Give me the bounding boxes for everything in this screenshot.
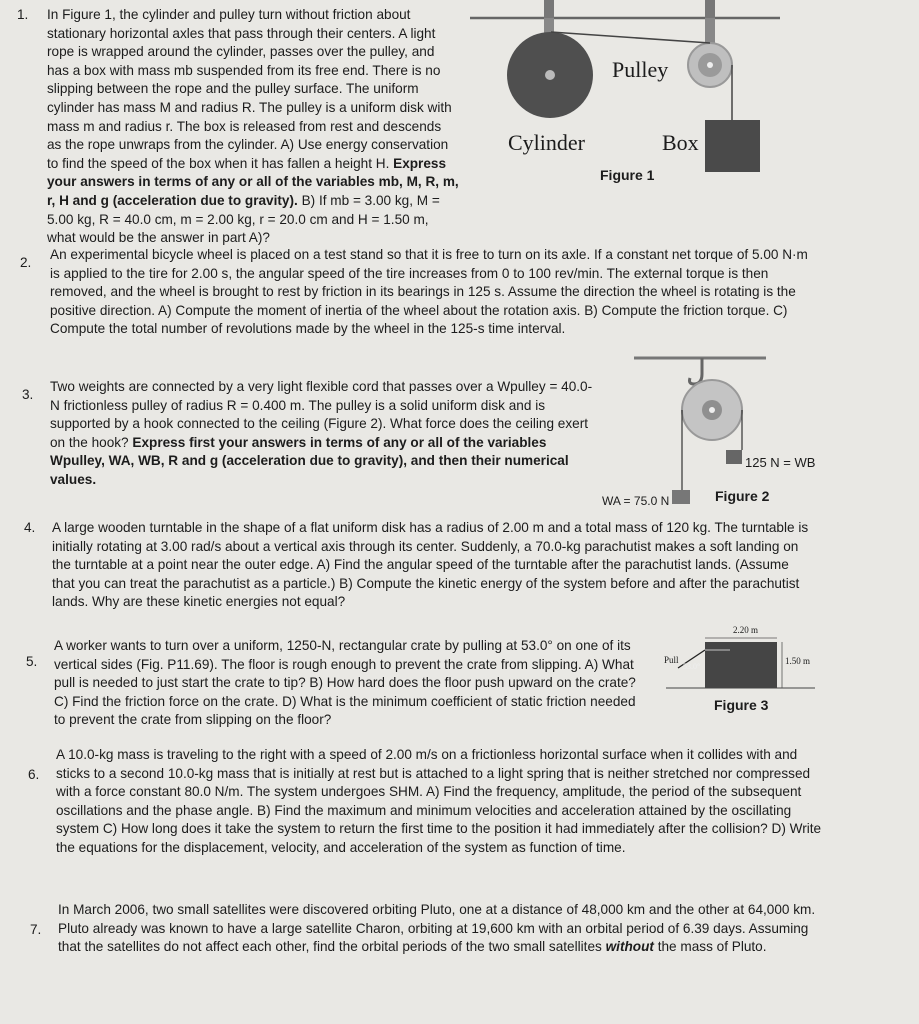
problem-6-number: 6.: [28, 767, 40, 782]
figure-3-pull-label: Pull: [664, 655, 679, 665]
problem-7-number: 7.: [30, 922, 42, 937]
problem-1-text: [47, 6, 459, 248]
figure-1-pulley-label: Pulley: [612, 57, 669, 82]
figure-1-diagram: [470, 0, 790, 190]
problem-7-body: In March 2006, two small satellites were discovered orbiting Pluto, one at a distance of 48,000 km and the other at 64,000 km. Pluto already was known to have a large satellite Charon, orbiting at 19,600 km with an orbital period of 6.39 days. Assuming that the satellites do not affect each other, find the orbital periods of the two small satellites: [58, 902, 816, 955]
problem-4-text: A large wooden turntable in the shape of a flat uniform disk has a radius of 2.00 m and a total mass of 120 kg. The turntable is initially rotating at 3.00 rad/s about a vertical axis through its center. Suddenly, a 70.0-kg parachutist makes a soft landing on the turntable at a point near the outer edge. A) Find the angular speed of the turntable after the parachutist lands. (Assume that you can treat the parachutist as a particle.) B) Compute the kinetic energy of the system before and after the parachutist lands. Why are these kinetic energies not equal?: [52, 520, 809, 610]
problem-3-number: 3.: [22, 387, 34, 402]
problem-3-body: Two weights are connected by a very light flexible cord that passes over a Wpulley = 40.0-N frictionless pulley of radius R = 0.400 m. The pulley is a solid uniform disk and is supported by a hook connected to the ceiling (Figure 2). What force does the ceiling exert on the hook?: [50, 379, 593, 450]
problem-6-text: A 10.0-kg mass is traveling to the right with a speed of 2.00 m/s on a frictionless horizontal surface when it collides with and sticks to a second 10.0-kg mass that is initially at rest but is attached to a light spring that is neither stretched nor compressed with a force constant 80.0 N/m. The system undergoes SHM. A) Find the frequency, amplitude, the period of the subsequent oscillations and the phase angle. B) Find the maximum and minimum velocities and acceleration attained by the oscillating system C) How long does it take the system to return the first time to the position it had immediately after the collision? D) Write the equations for the displacement, velocity, and acceleration of the system as function of time.: [56, 747, 822, 855]
problem-3-bold-instruction: Express first your answers in terms of any or all of the variables Wpulley, WA, WB, R and g (acceleration due to gravity), and then their numerical values.: [50, 434, 569, 487]
problem-4-number: 4.: [24, 520, 36, 535]
figure-2-caption: Figure 2: [715, 488, 770, 504]
problem-1-number: 1.: [17, 7, 29, 22]
problem-1-part-b: B) If mb = 3.00 kg, M = 5.00 kg, R = 40.0 cm, m = 2.00 kg, r = 20.0 cm and H = 1.50 m, what would be the answer in part A)?: [47, 192, 440, 246]
problem-5-number: 5.: [26, 654, 38, 669]
problem-1-body: In Figure 1, the cylinder and pulley turn without friction about stationary horizontal axles that pass through their centers. A light rope is wrapped around the cylinder, passes over the pulley, and has a box with mass mb suspended from its free end. There is no slipping between the rope and the pulley surface. The uniform cylinder has mass M and radius R. The pulley is a uniform disk with mass m and radius r. The box is released from rest and descends as the rope unwraps from the cylinder. A) Use energy conservation to find the speed of the box when it has fallen a height H.: [47, 7, 452, 171]
figure-2-wa-label: WA = 75.0 N: [602, 494, 670, 508]
figure-1-box-label: Box: [662, 130, 699, 155]
problem-2-text: An experimental bicycle wheel is placed on a test stand so that it is free to turn on its axle. If a constant net torque of 5.00 N·m is applied to the tire for 2.00 s, the angular speed of the tire increases from 0 to 100 rev/min. The external torque is then removed, and the wheel is brought to rest by friction in its bearings in 125 s. Assume the direction the wheel is rotating is the positive direction. A) Compute the moment of inertia of the wheel about the rotation axis. B) Compute the friction torque. C) Compute the total number of revolutions made by the wheel in the 125-s time interval.: [50, 247, 808, 337]
problem-2-number: 2.: [20, 255, 32, 270]
figure-3-caption: Figure 3: [714, 697, 769, 713]
figure-2-wb-label: 125 N = WB: [745, 455, 816, 470]
figure-1-caption: Figure 1: [600, 167, 655, 183]
problem-7-tail: the mass of Pluto.: [657, 939, 767, 955]
problem-1-bold-instruction: Express your answers in terms of any or all of the variables mb, M, R, m, r, H and g (acceleration due to gravity).: [47, 155, 459, 208]
problem-7-emphasis: without: [605, 939, 654, 955]
figure-3-height-label: 1.50 m: [785, 656, 811, 666]
figure-3-width-label: 2.20 m: [733, 625, 759, 635]
problem-3-text: [50, 378, 595, 490]
problem-5-text: A worker wants to turn over a uniform, 1250-N, rectangular crate by pulling at 53.0° on one of its vertical sides (Fig. P11.69). The floor is rough enough to prevent the crate from slipping. A) What pull is needed to just start the crate to tip? B) How hard does the floor push upward on the crate? C) Find the friction force on the crate. D) What is the minimum coefficient of static friction needed to prevent the crate from slipping on the floor?: [54, 638, 636, 728]
figure-1-cylinder-label: Cylinder: [508, 130, 585, 155]
figure-3-angle-label: 53.0°: [683, 662, 701, 671]
problem-7-text: [58, 901, 824, 957]
